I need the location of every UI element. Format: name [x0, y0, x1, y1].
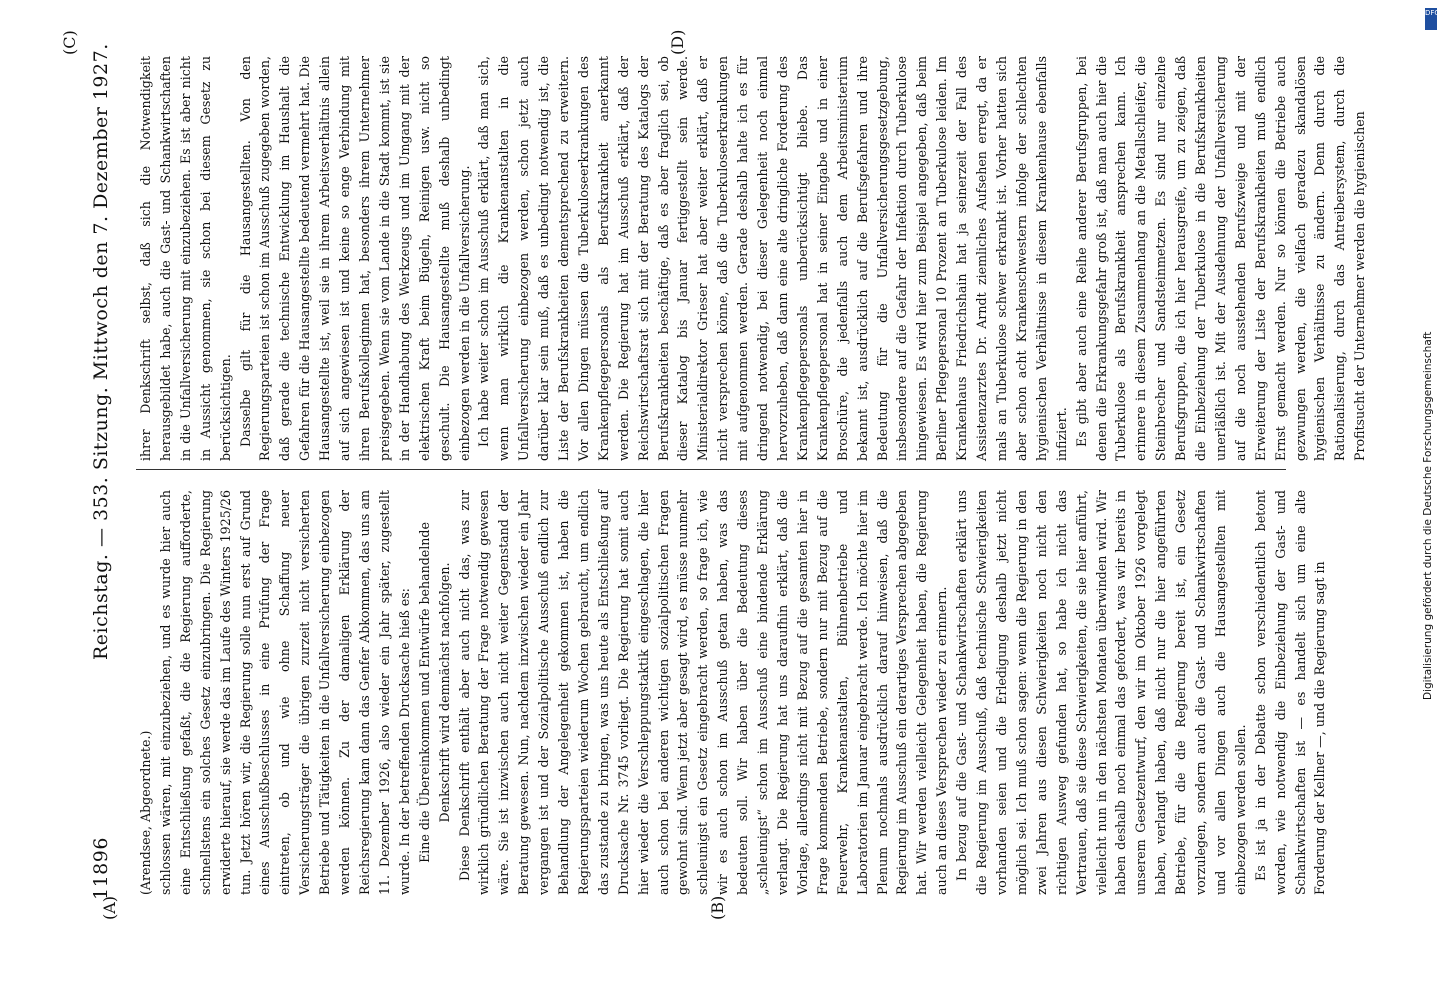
speaker-line: (Arendsee, Abgeordnete.)	[138, 730, 153, 895]
paragraph: Ich habe weiter schon im Ausschuß erklärt, daß man sich, wenn man wirklich die Krankenanstalten in die Unfallversicherung einbezogen werden, schon jetzt auch darüber klar sein muß, daß es unbedingt notwendig ist, die Liste der Berufskrankheiten dementsprechend zu erweitern. Vor allen Dingen müssen die Tuberkuloseerkrankungen des Krankenpflegepersonals als Berufskrankheit anerkannt werden. Die Regierung hat im Ausschuß erklärt, daß der Reichswirtschaftsrat sich mit der Beratung des Katalogs der Berufskrankheiten beschäftige, daß es aber fraglich sei, ob dieser Katalog bis Januar fertiggestellt sein werde. Ministerialdirektor Grieser hat aber weiter erklärt, daß er nicht versprechen könne, daß die Tuberkuloseerkrankungen mit aufgenommen werden. Gerade deshalb halte ich es für dringend notwendig, bei dieser Gelegenheit noch einmal hervorzuheben, daß dann eine alte dringliche Forderung des Krankenpflegepersonals unberücksichtigt bliebe. Das Krankenpflegepersonal hat in seiner Eingabe und in einer Broschüre, die jedenfalls auch dem Arbeitsministerium bekannt ist, ausdrücklich auf die Berufsgefahren und ihre Bedeutung für die Unfallversicherungsgesetzgebung, insbesondere auf die Gefahr der Infektion durch Tuberkulose hingewiesen. Es wird hier zum Beispiel angegeben, daß beim Berliner Pflegepersonal 10 Prozent an Tuberkulose leiden. Im Krankenhaus Friedrichshain hat ja seinerzeit der Fall des Assistenzarztes Dr. Arndt ziemliches Aufsehen erregt, da er mals an Tuberkulose schwer erkrankt ist. Vorher hatten sich aber schon acht Krankenschwestern infolge der schlechten hygienischen Verhältnisse in diesem Krankenhause ebenfalls infiziert.	[476, 56, 1069, 461]
dfg-logo: DFG	[1425, 8, 1437, 30]
running-title: Reichstag. — 353. Sitzung. Mittwoch den 7. Dezember 1927.	[90, 43, 112, 660]
paragraph: Es gibt aber auch eine Reihe anderer Berufsgruppen, bei denen die Erkrankungsgefahr groß ist, daß man auch hier die Tuberkulose als Berufskrankheit ansprechen kann. Ich erinnere in diesem Zusammenhang an die Metallschleifer, die Steinbrecher und Sandsteinmetzen. Es sind nur einzelne Berufsgruppen, die ich hier herausgreife, um zu zeigen, daß die Einbeziehung der Tuberkulose in die Berufskrankheiten unerläßlich ist. Mit der Ausdehnung der Unfallversicherung auf die noch ausstehenden Berufszweige und mit der Erweiterung der Liste der Berufskrankheiten muß endlich Ernst gemacht werden. Nur so können die Betriebe auch gezwungen werden, die vielfach geradezu skandalösen hygienischen Verhältnisse zu ändern. Denn durch die Rationalisierung, durch das Antreibersystem, durch die Profitsucht der Unternehmer werden die hygienischen	[1073, 56, 1368, 461]
quotation: Eine die Übereinkommen und Entwürfe behandelnde Denkschrift wird demnächst nachfolgen.	[416, 522, 452, 863]
margin-marker-c: (C)	[60, 30, 79, 55]
paragraph: Diese Denkschrift enthält aber auch nicht das, was zur wirklich gründlichen Beratung der Frage notwendig gewesen wäre. Sie ist inzwischen auch nicht weiter Gegenstand der Beratung gewesen. Nun, nachdem inzwischen wieder ein Jahr vergangen ist und der Sozialpolitische Ausschuß endlich zur Behandlung der Angelegenheit gekommen ist, haben die Regierungsparteien wiederum Wochen gebraucht, um endlich das zustande zu bringen, was uns heute als Entschließung auf Drucksache Nr. 3745 vorliegt. Die Regierung hat somit auch hier wieder die Verschleppungstaktik eingeschlagen, die hier auch schon bei anderen wichtigen sozialpolitischen Fragen gewohnt sind. Wenn jetzt aber gesagt wird, es müsse nunmehr schleunigst ein Gesetz eingebracht werden, so frage ich, wie wir es auch schon im Ausschuß getan haben, was das bedeuten soll. Wir haben über die Bedeutung dieses „schleunigst“ schon im Ausschuß eine bindende Erklärung verlangt. Die Regierung hat uns daraufhin erklärt, daß die Vorlage, allerdings nicht mit Bezug auf die gesamten hier in Frage kommenden Betriebe, sondern nur mit Bezug auf die Feuerwehr, Krankenanstalten, Bühnenbetriebe und Laboratorien im Januar eingebracht werde. Ich möchte hier im Plenum nochmals ausdrücklich darauf hinweisen, daß die Regierung im Ausschuß ein derartiges Versprechen abgegeben hat. Wir werden vielleicht Gelegenheit haben, die Regierung auch an dieses Versprechen wieder zu erinnern.	[456, 490, 950, 895]
paragraph: ihrer Denkschrift selbst, daß sich die Notwendigkeit herausgebildet habe, auch die Gast- und Schankwirtschaften in die Unfallversicherung mit einzubeziehen. Es ist aber nicht in Aussicht genommen, sie schon bei diesem Gesetz zu berücksichtigen.	[138, 56, 233, 461]
margin-marker-a: (A)	[100, 895, 119, 920]
left-column	[136, 490, 1328, 895]
paragraph: Es ist ja in der Debatte schon verschiedentlich betont worden, wie notwendig die Einbeziehung der Gast- und Schankwirtschaften ist — es handelt sich um eine alte Forderung der Kellner —, und die Regierung sagt in	[1252, 490, 1328, 895]
paragraph: In bezug auf die Gast- und Schankwirtschaften erklärt uns die Regierung im Ausschuß, daß technische Schwierigkeiten vorhanden seien und die Erledigung deshalb jetzt nicht möglich sei. Ich muß schon sagen: wenn die Regierung in den zwei Jahren aus diesen Schwierigkeiten noch nicht den richtigen Ausweg gefunden hat, so habe ich nicht das Vertrauen, daß sie diese Schwierigkeiten, die sie hier anführt, vielleicht nun in den nächsten Monaten überwinden wird. Wir haben deshalb noch einmal das gefordert, was wir bereits in unserem Gesetzentwurf, den wir im Oktober 1926 vorgelegt haben, verlangt haben, daß nicht nur die hier angeführten Betriebe, für die die Regierung bereit ist, ein Gesetz vorzulegen, sondern auch die Gast- und Schankwirtschaften und vor allen Dingen auch die Hausangestellten mit einbezogen werden sollen.	[954, 490, 1248, 895]
margin-marker-d: (D)	[668, 29, 687, 55]
credit-text: Digitalisierung gefördert durch die Deutsche Forschungsgemeinschaft	[1422, 331, 1434, 700]
right-column	[136, 56, 1368, 470]
digitization-credit	[1418, 0, 1440, 1000]
page-number: 11896	[90, 837, 112, 900]
margin-marker-b: (B)	[708, 895, 727, 920]
paragraph: Dasselbe gilt für die Hausangestellten. Von den Regierungsparteien ist schon im Ausschuß zugegeben worden, daß gerade die technische Entwicklung im Haushalt die Gefahren für die Hausangestellte bedeutend vermehrt hat. Die Hausangestellte ist, weil sie in ihrem Arbeitsverhältnis allein auf sich angewiesen ist und keine so enge Verbindung mit ihren Berufskolleginnen hat, besonders ihrem Unternehmer preisgegeben. Wenn sie vom Lande in die Stadt kommt, ist sie in der Handhabung des Werkzeugs und im Umgang mit der elektrischen Kraft beim Bügeln, Reinigen usw. nicht so geschult. Die Hausangestellte muß deshalb unbedingt einbezogen werden in die Unfallversicherung.	[237, 56, 472, 461]
paragraph: schlossen wären, mit einzubeziehen, und es wurde hier auch eine Entschließung gefaßt, die die Regierung aufforderte, schnellstens ein solches Gesetz einzubringen. Die Regierung erwiderte hierauf, sie werde das im Laufe des Winters 1925/26 tun. Jetzt hören wir, die Regierung solle nun erst auf Grund eines Ausschußbeschlusses in eine Prüfung der Frage eintreten, ob und wie ohne Schaffung neuer Versicherungsträger die übrigen zurzeit nicht versicherten Betriebe und Tätigkeiten in die Unfallversicherung einbezogen werden können. Zu der damaligen Erklärung der Reichsregierung kam dann das Genfer Abkommen, das uns am 11. Dezember 1926, also wieder ein Jahr später, zugestellt wurde. In der betreffenden Drucksache hieß es:	[157, 490, 412, 895]
